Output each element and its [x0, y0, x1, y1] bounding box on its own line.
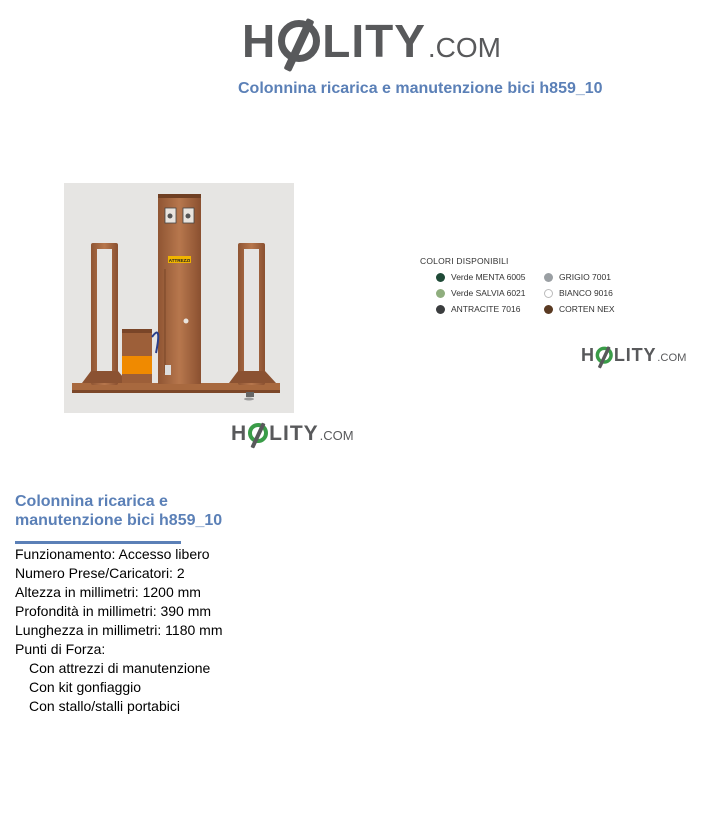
charging-column-illustration	[64, 183, 294, 413]
spec-operation: Funzionamento: Accesso libero	[15, 546, 210, 562]
spec-strengths-heading: Punti di Forza:	[15, 641, 106, 657]
logo-o-icon	[278, 20, 320, 62]
logo-text-com: .COM	[319, 428, 354, 443]
logo-text-lity: LITY	[322, 15, 426, 67]
logo-text-h: H	[231, 422, 248, 445]
product-title: Colonnina ricarica e manutenzione bici h859_10	[15, 493, 223, 529]
color-label: Verde MENTA 6005	[451, 272, 526, 282]
title-divider	[15, 541, 181, 544]
spec-height: Altezza in millimetri: 1200 mm	[15, 584, 201, 600]
logo-text-lity: LITY	[269, 422, 319, 445]
spec-length: Lunghezza in millimetri: 1180 mm	[15, 622, 223, 638]
color-option	[436, 288, 526, 298]
logo-text-h: H	[242, 15, 277, 67]
logo-text-h: H	[581, 345, 595, 366]
color-swatch	[436, 273, 445, 282]
product-image	[64, 183, 294, 413]
color-label: GRIGIO 7001	[559, 272, 611, 282]
color-label: BIANCO 9016	[559, 288, 613, 298]
spec-depth: Profondità in millimetri: 390 mm	[15, 603, 212, 619]
page-title: Colonnina ricarica e manutenzione bici h859_10	[238, 80, 603, 97]
logo-o-icon	[248, 423, 268, 443]
color-swatch	[544, 289, 553, 298]
holity-logo-colors[interactable]	[581, 344, 686, 366]
color-swatch	[436, 305, 445, 314]
color-option	[544, 304, 615, 314]
strength-item: Con stallo/stalli portabici	[29, 698, 180, 714]
color-swatch	[544, 305, 553, 314]
tools-sign-label: ATTREZZI	[168, 258, 191, 263]
available-colors-panel	[420, 252, 630, 322]
logo-text-lity: LITY	[613, 345, 657, 366]
spec-sockets: Numero Prese/Caricatori: 2	[15, 565, 185, 581]
color-option	[544, 272, 611, 282]
holity-logo-product[interactable]	[231, 420, 354, 446]
color-swatch	[544, 273, 553, 282]
logo-text-com: .COM	[657, 350, 687, 364]
color-swatch	[436, 289, 445, 298]
color-label: ANTRACITE 7016	[451, 304, 521, 314]
color-option	[544, 288, 613, 298]
color-option	[436, 272, 526, 282]
strength-item: Con attrezzi di manutenzione	[29, 660, 211, 676]
color-label: CORTEN NEX	[559, 304, 615, 314]
holity-logo[interactable]	[242, 14, 501, 68]
color-option	[436, 304, 520, 314]
color-label: Verde SALVIA 6021	[451, 288, 526, 298]
logo-text-com: .COM	[427, 32, 502, 63]
strength-item: Con kit gonfiaggio	[29, 679, 142, 695]
logo-o-icon	[596, 347, 613, 364]
colors-title: COLORI DISPONIBILI	[420, 256, 509, 266]
